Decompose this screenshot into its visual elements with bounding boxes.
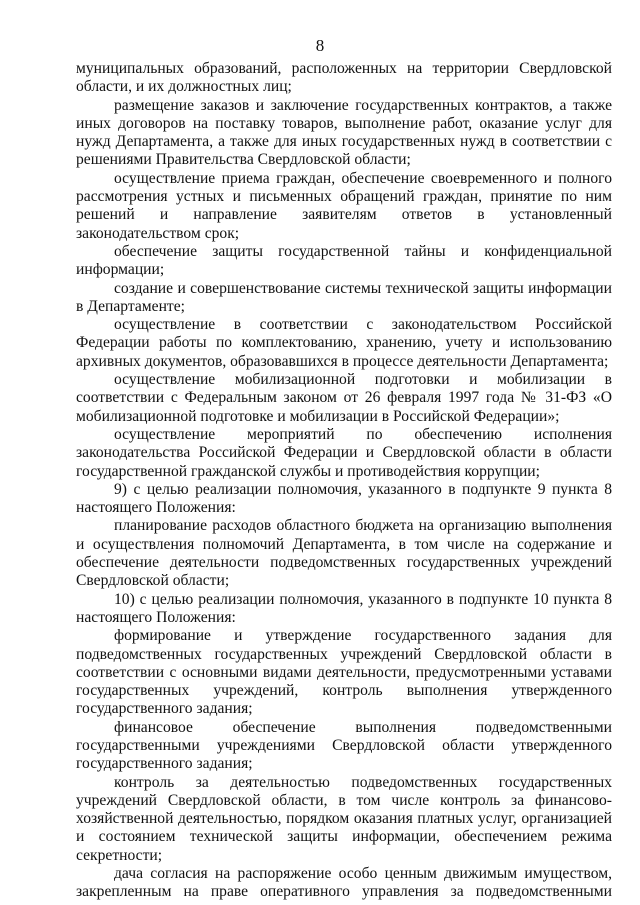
paragraph: 9) с целью реализации полномочия, указанного в подпункте 9 пункта 8 настоящего Положения: bbox=[76, 480, 612, 517]
page-number: 8 bbox=[315, 36, 325, 55]
paragraph: 10) с целью реализации полномочия, указанного в подпункте 10 пункта 8 настоящего Положения: bbox=[76, 590, 612, 626]
paragraph: осуществление в соответствии с законодательством Российской Федерации работы по комплектованию, хранению, учету и использованию архивных документов, образовавшихся в процессе деятельности Департамента; bbox=[76, 316, 612, 370]
paragraph: дача согласия на распоряжение особо ценным движимым имуществом, закрепленным на праве оперативного управления за подведомственными bbox=[76, 865, 612, 901]
document-body bbox=[76, 60, 612, 902]
paragraph: планирование расходов областного бюджета на организацию выполнения и осуществления полномочий Департамента, в том числе на содержание и обеспечение деятельности подведомственных государственных учреждений Свердловской области; bbox=[76, 517, 612, 590]
paragraph: обеспечение защиты государственной тайны и конфиденциальной информации; bbox=[76, 242, 612, 279]
paragraph: осуществление приема граждан, обеспечение своевременного и полного рассмотрения устных и письменных обращений граждан, принятие по ним решений и направление заявителям ответов в установленный законодательством срок; bbox=[76, 169, 612, 242]
paragraph: контроль за деятельностью подведомственных государственных учреждений Свердловской области, в том числе контроль за финансово-хозяйственной деятельностью, порядком оказания платных услуг, организацией и состоянием технической защиты информации, обеспечением режима секретности; bbox=[76, 773, 612, 864]
paragraph: муниципальных образований, расположенных на территории Свердловской области, и их должностных лиц; bbox=[76, 60, 612, 96]
paragraph: осуществление мероприятий по обеспечению исполнения законодательства Российской Федерации и Свердловской области в области государственной гражданской службы и противодействия коррупции; bbox=[76, 425, 612, 480]
paragraph: создание и совершенствование системы технической защиты информации в Департаменте; bbox=[76, 279, 612, 315]
paragraph: размещение заказов и заключение государственных контрактов, а также иных договоров на поставку товаров, выполнение работ, оказание услуг для нужд Департамента, а также для иных государственных нужд в соответствии с решениями Правительства Свердловской области; bbox=[76, 96, 612, 169]
paragraph: формирование и утверждение государственного задания для подведомственных государственных учреждений Свердловской области в соответствии с основными видами деятельности, предусмотренными уставами государственных учреждений, контроль выполнения утвержденного государственного задания; bbox=[76, 627, 612, 718]
paragraph: финансовое обеспечение выполнения подведомственными государственными учреждениями Свердловской области утвержденного государственного задания; bbox=[76, 718, 612, 773]
paragraph: осуществление мобилизационной подготовки и мобилизации в соответствии с Федеральным законом от 26 февраля 1997 года № 31-ФЗ «О мобилизационной подготовке и мобилизации в Российской Федерации»; bbox=[76, 371, 612, 425]
